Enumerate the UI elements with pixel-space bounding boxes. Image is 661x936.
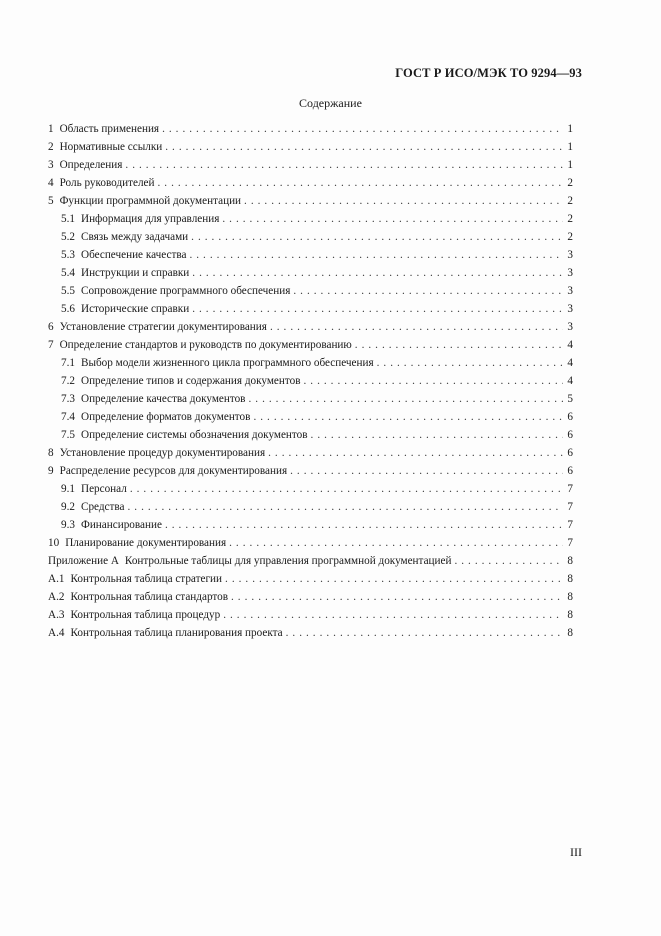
toc-entry-page: 8 xyxy=(567,591,573,603)
toc-dot-leader xyxy=(377,354,563,372)
toc-dot-leader xyxy=(303,372,563,390)
toc-entry-label: Определения xyxy=(59,159,123,171)
toc-entry-label: Планирование документирования xyxy=(65,537,227,549)
toc-entry-page: 2 xyxy=(567,231,573,243)
toc-entry xyxy=(48,318,573,336)
toc-entry-page: 2 xyxy=(567,195,573,207)
toc-dot-leader xyxy=(286,624,563,642)
toc-entry-label: Определение стандартов и руководств по документированию xyxy=(59,339,352,351)
toc-entry-page: 7 xyxy=(567,519,573,531)
toc-entry-number: 9.3 xyxy=(61,519,75,531)
toc-entry-number: 5 xyxy=(48,195,54,207)
toc-entry-label: Определение качества документов xyxy=(80,393,246,405)
toc-entry xyxy=(48,552,573,570)
toc-entry-number: 6 xyxy=(48,321,54,333)
toc-entry-page: 8 xyxy=(567,573,573,585)
toc-dot-leader xyxy=(162,120,563,138)
toc-entry-page: 7 xyxy=(567,501,573,513)
toc-entry-page: 6 xyxy=(567,465,573,477)
toc-entry xyxy=(48,354,573,372)
toc-entry xyxy=(48,516,573,534)
toc-entry-label: Персонал xyxy=(80,483,127,495)
toc-entry-label: Связь между задачами xyxy=(80,231,189,243)
toc-entry-page: 3 xyxy=(567,321,573,333)
toc-entry-label: Контрольная таблица стратегии xyxy=(70,573,223,585)
toc-entry xyxy=(48,372,573,390)
toc-entry-page: 1 xyxy=(567,123,573,135)
toc-entry-number: Приложение А xyxy=(48,555,119,567)
toc-dot-leader xyxy=(125,156,563,174)
toc-dot-leader xyxy=(290,462,563,480)
toc-dot-leader xyxy=(248,390,563,408)
toc-entry-label: Финансирование xyxy=(80,519,162,531)
toc-entry-label: Выбор модели жизненного цикла программного обеспечения xyxy=(80,357,374,369)
toc-entry-page: 8 xyxy=(567,555,573,567)
toc-entry-label: Сопровождение программного обеспечения xyxy=(80,285,291,297)
toc-entry xyxy=(48,588,573,606)
toc-entry-label: Определение форматов документов xyxy=(80,411,251,423)
toc-entry xyxy=(48,138,573,156)
toc-entry-number: 3 xyxy=(48,159,54,171)
toc-entry-label: Нормативные ссылки xyxy=(59,141,163,153)
toc-entry-number: 4 xyxy=(48,177,54,189)
toc-entry-page: 4 xyxy=(567,357,573,369)
toc-entry xyxy=(48,570,573,588)
toc-entry-page: 3 xyxy=(567,303,573,315)
toc-dot-leader xyxy=(165,138,563,156)
toc-entry-label: Распределение ресурсов для документирования xyxy=(59,465,288,477)
toc-entry xyxy=(48,174,573,192)
toc-entry-label: Установление стратегии документирования xyxy=(59,321,267,333)
toc-entry-page: 7 xyxy=(567,537,573,549)
toc-entry-number: 5.3 xyxy=(61,249,75,261)
toc-entry-number: 9 xyxy=(48,465,54,477)
toc-entry-number: 5.5 xyxy=(61,285,75,297)
toc-entry xyxy=(48,156,573,174)
toc-entry-page: 2 xyxy=(567,177,573,189)
toc-entry xyxy=(48,210,573,228)
toc-entry-number: 5.6 xyxy=(61,303,75,315)
toc-entry-number: 9.2 xyxy=(61,501,75,513)
toc-entry-number: 9.1 xyxy=(61,483,75,495)
toc-entry-number: 7.4 xyxy=(61,411,75,423)
toc-entry-number: 7.5 xyxy=(61,429,75,441)
toc-entry-page: 2 xyxy=(567,213,573,225)
toc-dot-leader xyxy=(192,264,563,282)
toc-entry xyxy=(48,336,573,354)
toc-entry-page: 6 xyxy=(567,411,573,423)
toc-entry xyxy=(48,444,573,462)
toc-entry-label: Обеспечение качества xyxy=(80,249,187,261)
toc-dot-leader xyxy=(268,444,563,462)
toc-dot-leader xyxy=(454,552,563,570)
toc-entry xyxy=(48,246,573,264)
toc-entry-page: 3 xyxy=(567,285,573,297)
toc-entry-label: Информация для управления xyxy=(80,213,220,225)
toc-entry xyxy=(48,426,573,444)
toc-entry xyxy=(48,300,573,318)
toc-dot-leader xyxy=(191,228,563,246)
toc-entry-label: Средства xyxy=(80,501,125,513)
toc-dot-leader xyxy=(158,174,563,192)
toc-entry-number: 7.1 xyxy=(61,357,75,369)
toc-entry xyxy=(48,120,573,138)
toc-dot-leader xyxy=(223,606,563,624)
toc-entry-label: Контрольные таблицы для управления программной документацией xyxy=(124,555,452,567)
toc-entry-label: Определение системы обозначения документов xyxy=(80,429,308,441)
toc-dot-leader xyxy=(270,318,563,336)
table-of-contents xyxy=(48,120,573,642)
toc-entry xyxy=(48,480,573,498)
toc-entry-number: 8 xyxy=(48,447,54,459)
toc-entry-number: 2 xyxy=(48,141,54,153)
toc-entry-label: Определение типов и содержания документов xyxy=(80,375,301,387)
toc-entry-number: А.2 xyxy=(48,591,65,603)
toc-dot-leader xyxy=(253,408,563,426)
toc-entry xyxy=(48,534,573,552)
toc-entry-label: Контрольная таблица планирования проекта xyxy=(70,627,283,639)
toc-dot-leader xyxy=(128,498,563,516)
toc-entry-number: 5.4 xyxy=(61,267,75,279)
toc-entry xyxy=(48,228,573,246)
toc-entry-label: Область применения xyxy=(59,123,160,135)
toc-entry-label: Контрольная таблица стандартов xyxy=(70,591,229,603)
document-code-header: ГОСТ Р ИСО/МЭК ТО 9294—93 xyxy=(395,66,582,80)
toc-entry-label: Контрольная таблица процедур xyxy=(70,609,221,621)
toc-entry-label: Исторические справки xyxy=(80,303,190,315)
toc-entry xyxy=(48,606,573,624)
toc-entry-page: 6 xyxy=(567,447,573,459)
toc-dot-leader xyxy=(130,480,563,498)
toc-entry xyxy=(48,192,573,210)
toc-dot-leader xyxy=(231,588,563,606)
toc-dot-leader xyxy=(355,336,563,354)
toc-dot-leader xyxy=(311,426,563,444)
toc-entry xyxy=(48,624,573,642)
toc-entry-page: 7 xyxy=(567,483,573,495)
toc-entry-number: А.1 xyxy=(48,573,65,585)
toc-entry xyxy=(48,498,573,516)
toc-entry xyxy=(48,282,573,300)
toc-entry-page: 4 xyxy=(567,375,573,387)
toc-entry-label: Функции программной документации xyxy=(59,195,242,207)
toc-entry xyxy=(48,390,573,408)
toc-dot-leader xyxy=(222,210,563,228)
toc-entry-page: 8 xyxy=(567,609,573,621)
page-title: Содержание xyxy=(299,96,362,110)
toc-entry-page: 8 xyxy=(567,627,573,639)
toc-entry-number: 5.2 xyxy=(61,231,75,243)
toc-dot-leader xyxy=(229,534,563,552)
toc-entry-number: 1 xyxy=(48,123,54,135)
toc-entry-page: 1 xyxy=(567,141,573,153)
toc-dot-leader xyxy=(165,516,563,534)
toc-entry-number: 7.2 xyxy=(61,375,75,387)
toc-dot-leader xyxy=(244,192,563,210)
toc-entry-number: 7 xyxy=(48,339,54,351)
toc-entry-number: А.3 xyxy=(48,609,65,621)
toc-entry-number: 10 xyxy=(48,537,60,549)
toc-entry xyxy=(48,264,573,282)
toc-entry-page: 3 xyxy=(567,249,573,261)
toc-entry xyxy=(48,408,573,426)
toc-dot-leader xyxy=(225,570,563,588)
toc-entry-label: Установление процедур документирования xyxy=(59,447,266,459)
toc-entry-label: Роль руководителей xyxy=(59,177,155,189)
toc-entry-page: 1 xyxy=(567,159,573,171)
toc-entry-page: 4 xyxy=(567,339,573,351)
page-number: III xyxy=(570,845,582,859)
toc-entry-page: 6 xyxy=(567,429,573,441)
toc-entry xyxy=(48,462,573,480)
toc-entry-number: 5.1 xyxy=(61,213,75,225)
toc-dot-leader xyxy=(192,300,563,318)
toc-entry-page: 3 xyxy=(567,267,573,279)
toc-entry-label: Инструкции и справки xyxy=(80,267,190,279)
toc-entry-number: А.4 xyxy=(48,627,65,639)
toc-entry-number: 7.3 xyxy=(61,393,75,405)
toc-dot-leader xyxy=(293,282,563,300)
toc-dot-leader xyxy=(189,246,563,264)
toc-entry-page: 5 xyxy=(567,393,573,405)
